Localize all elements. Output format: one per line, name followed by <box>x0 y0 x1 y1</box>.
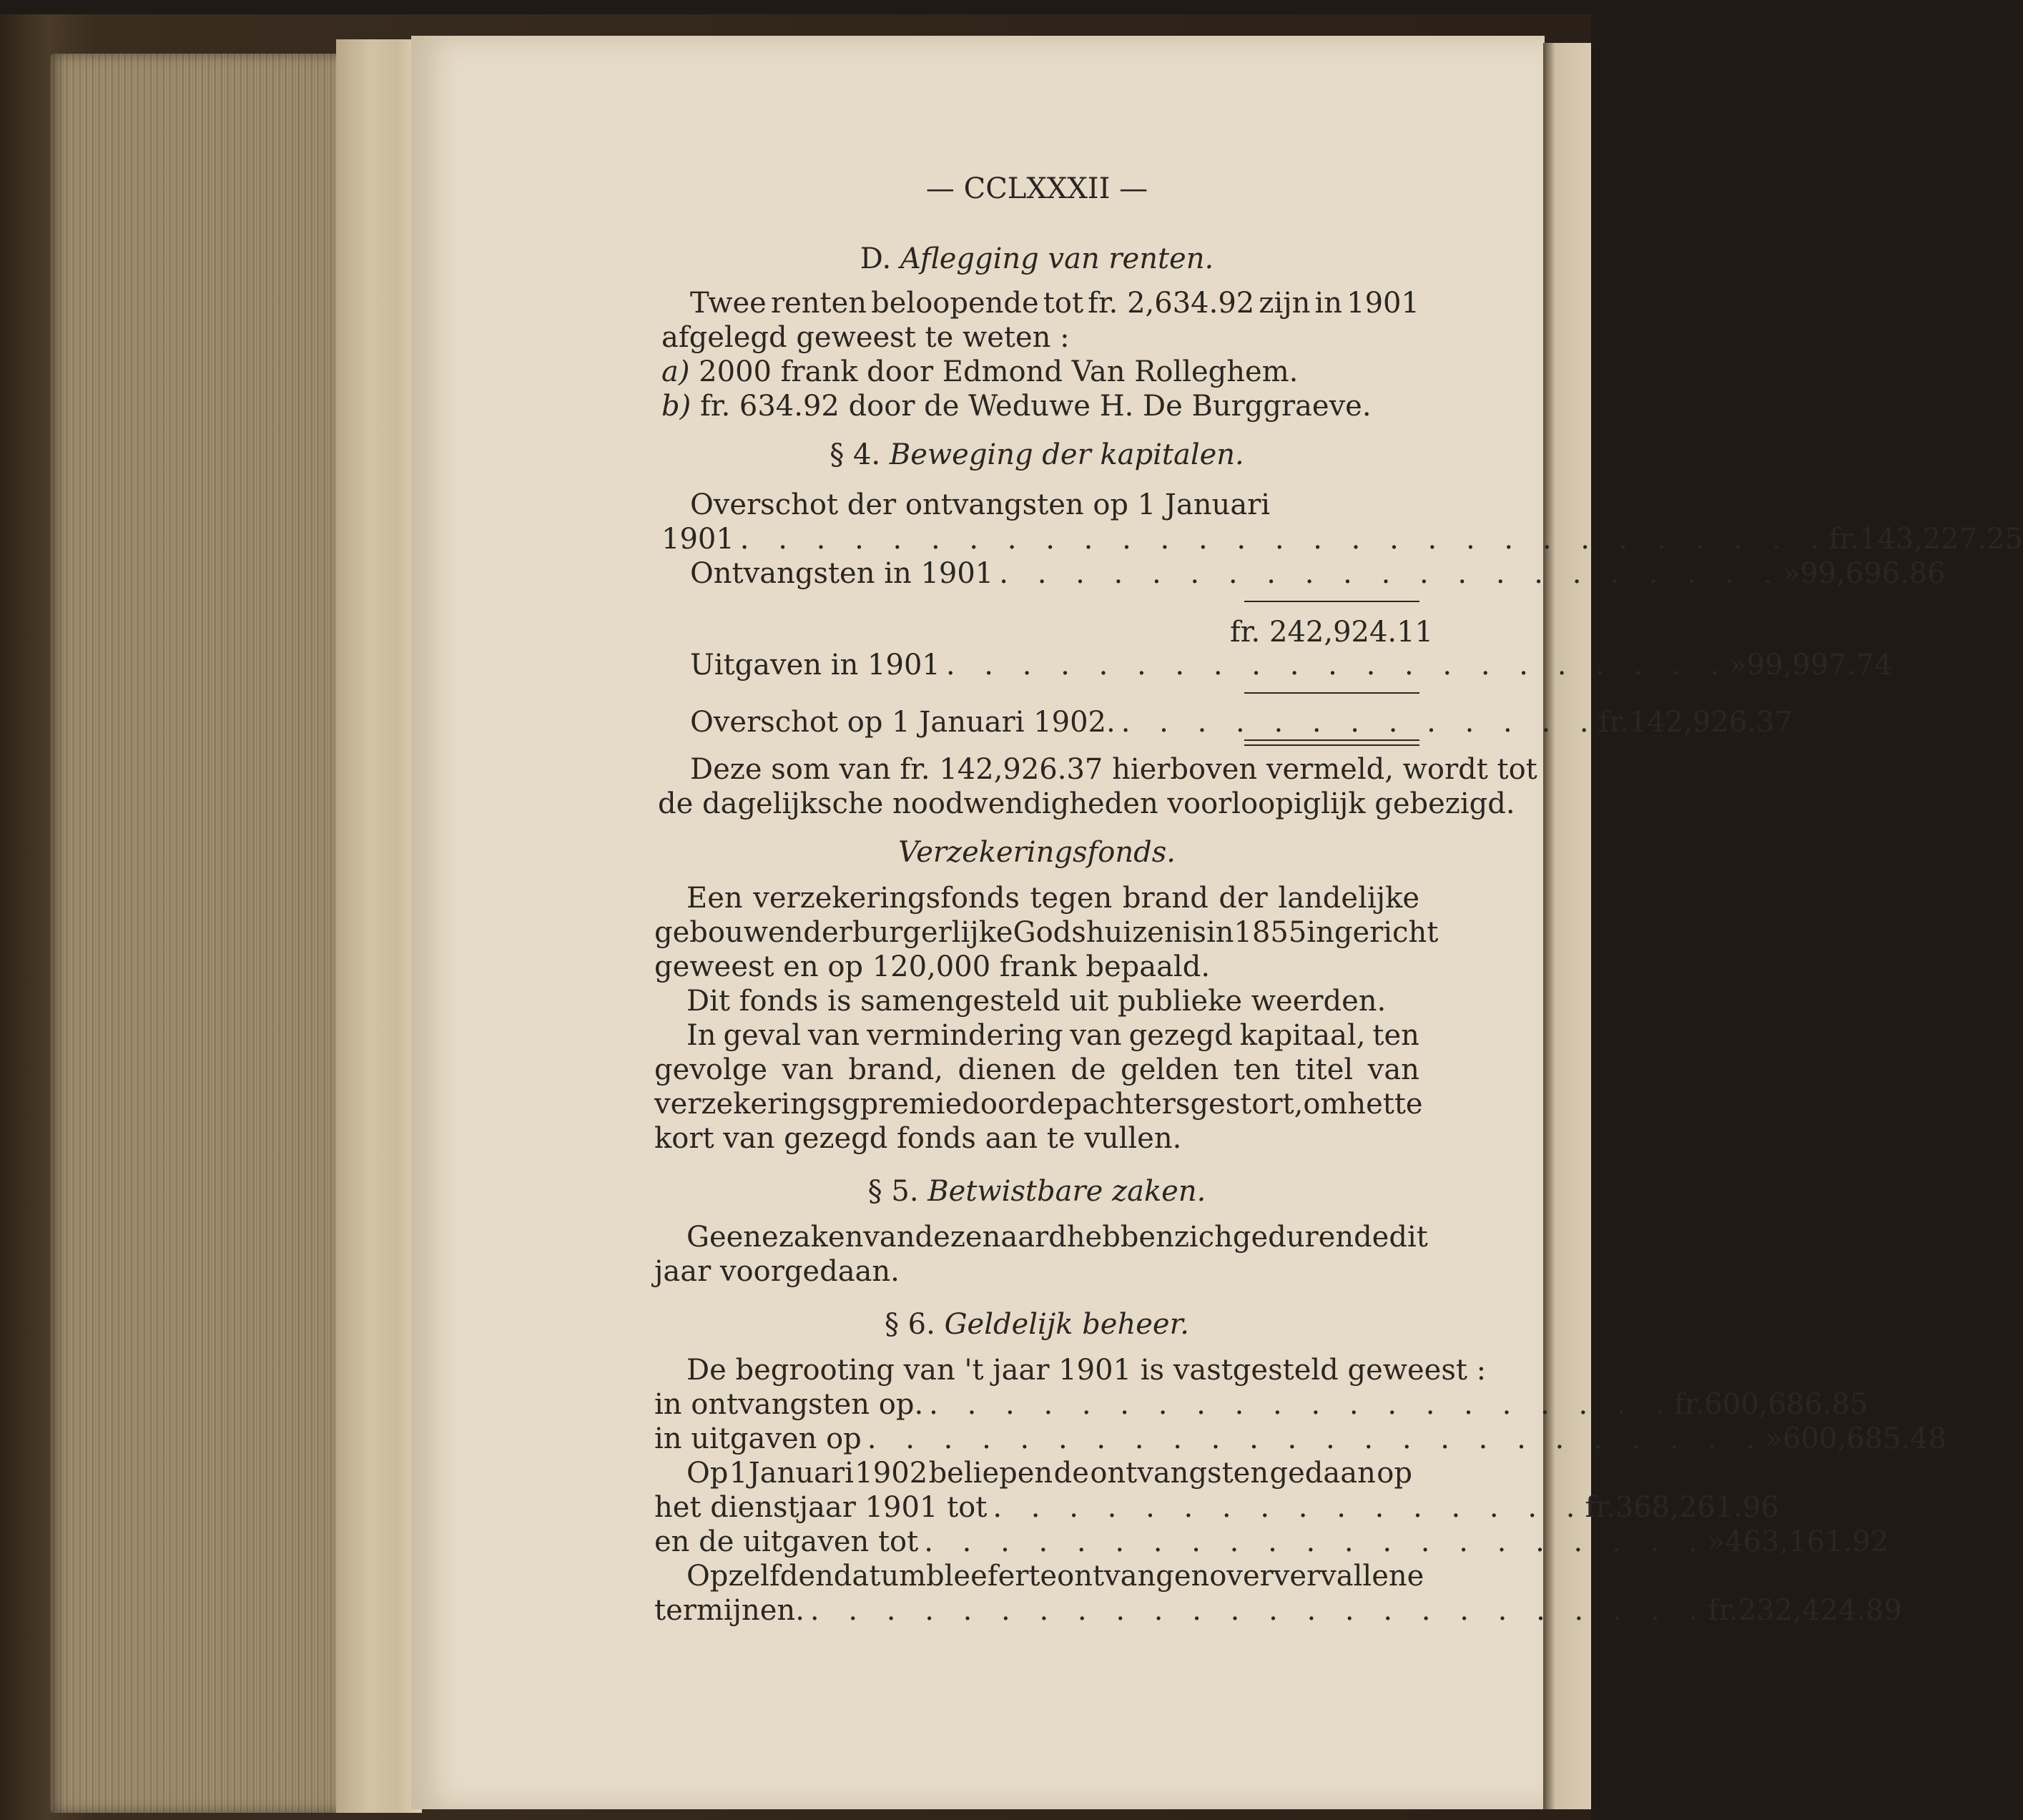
section-5-heading: § 5. Betwistbare zaken. <box>867 1175 1206 1208</box>
verzekering-para-line: In geval van vermindering van gezegd kapitaal, ten <box>686 1019 1419 1052</box>
section-4-heading: § 4. Beweging der kapitalen. <box>830 438 1244 471</box>
page-edges <box>50 54 358 1813</box>
verzekering-para-line: gebouwen der burgerlijke Godshuizen is in 1855 ingericht <box>654 916 1439 949</box>
row-overschot-1901: 1901 . . . . . . . . . . . . . . . . . . . . . . . . . . . . . fr. 143,227.25 <box>661 523 2023 556</box>
row-overschot-1902: Overschot op 1 Januari 1902. . . . . . . . . . . . . . fr. 142,926.37 <box>690 706 1793 739</box>
section-4-para-line: Deze som van fr. 142,926.37 hierboven vermeld, wordt tot <box>690 753 1537 786</box>
verzekering-para-line: Een verzekeringsfonds tegen brand der landelijke <box>686 882 1419 915</box>
section-4-para-line: de dagelijksche noodwendigheden voorloopiglijk gebezigd. <box>658 787 1515 820</box>
gutter <box>336 39 422 1813</box>
verzekering-heading: Verzekeringsfonds. <box>898 836 1176 869</box>
subtotal-rule <box>1244 601 1419 602</box>
row-dienstjaar-ontvangsten: het dienstjaar 1901 tot . . . . . . . . . . . . . . . . fr. 368,261.96 <box>654 1491 1779 1524</box>
row-begrooting-uitgaven: in uitgaven op . . . . . . . . . . . . . . . . . . . . . . . . » 600,685.48 <box>654 1422 1946 1455</box>
section-5-para-line: Geene zaken van dezen aard hebben zich gedurende dit <box>686 1221 1428 1254</box>
row-ontvangsten-1901: Ontvangsten in 1901 . . . . . . . . . . . . . . . . . . . . . » 99,696.86 <box>690 557 1946 590</box>
row-overschot-label: Overschot der ontvangsten op 1 Januari <box>690 488 1271 521</box>
total-rule <box>1244 692 1419 694</box>
row-dienstjaar-uitgaven: en de uitgaven tot . . . . . . . . . . . . . . . . . . . . . » 463,161.92 <box>654 1525 1889 1558</box>
total-double-rule <box>1244 739 1419 746</box>
section-d-heading: D. Aflegging van renten. <box>860 242 1214 275</box>
section-6-intro: De begrooting van 't jaar 1901 is vastgesteld geweest : <box>686 1354 1487 1387</box>
section-6-para-line: Op 1 Januari 1902 beliepen de ontvangsten gedaan op <box>686 1457 1412 1490</box>
section-6-heading: § 6. Geldelijk beheer. <box>884 1308 1190 1341</box>
row-uitgaven-1901: Uitgaven in 1901 . . . . . . . . . . . . . . . . . . . . . » 99,997.74 <box>690 649 1893 682</box>
list-item-a: a) 2000 frank door Edmond Van Rolleghem. <box>661 355 1299 388</box>
page-number: — CCLXXXII — <box>925 172 1148 205</box>
verzekering-para-line: kort van gezegd fonds aan te vullen. <box>654 1122 1182 1155</box>
section-d-para-line: Twee renten beloopende tot fr. 2,634.92 zijn in 1901 <box>690 287 1419 320</box>
list-item-b: b) fr. 634.92 door de Weduwe H. De Burggraeve. <box>661 390 1372 423</box>
verzekering-para-line: Dit fonds is samengesteld uit publieke weerden. <box>686 985 1387 1018</box>
verzekering-para-line: geweest en op 120,000 frank bepaald. <box>654 950 1211 983</box>
row-subtotal: fr. 242,924.11 <box>1230 616 1434 649</box>
row-begrooting-ontvangsten: in ontvangsten op. . . . . . . . . . . . . . . . . . . . . fr. 600,686.85 <box>654 1388 1869 1421</box>
verzekering-para-line: gevolge van brand, dienen de gelden ten titel van <box>654 1053 1419 1086</box>
row-te-ontvangen: termijnen. . . . . . . . . . . . . . . . . . . . . . . . . fr. 232,424.89 <box>654 1594 1902 1627</box>
section-5-para-line: jaar voorgedaan. <box>654 1255 900 1288</box>
verzekering-para-line: verzekeringsgpremie door de pachters gestort, om het te <box>654 1088 1423 1121</box>
section-6-para-line: Op zelfden datum bleef er te ontvangen over vervallene <box>686 1560 1424 1593</box>
section-d-para-line: afgelegd geweest te weten : <box>661 321 1070 354</box>
